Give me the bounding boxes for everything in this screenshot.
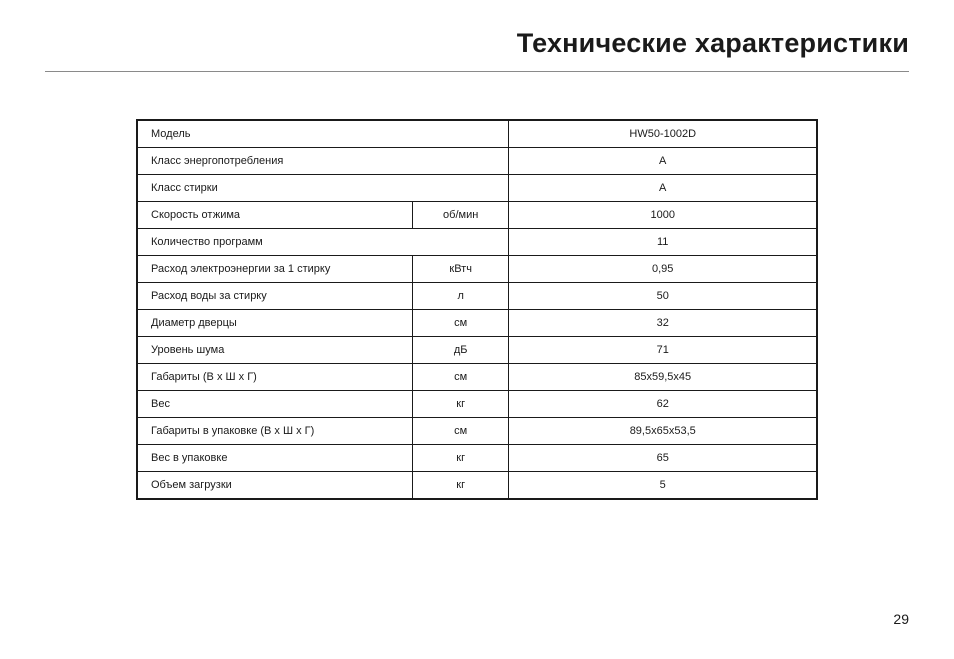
spec-value-cell: 5 [509, 472, 817, 500]
spec-unit-cell: кВтч [412, 256, 509, 283]
spec-unit-cell: см [412, 418, 509, 445]
spec-row [137, 418, 817, 445]
spec-value-cell: 32 [509, 310, 817, 337]
spec-value-cell: HW50-1002D [509, 120, 817, 148]
spec-value-cell: 0,95 [509, 256, 817, 283]
spec-row [137, 229, 817, 256]
spec-row [137, 310, 817, 337]
spec-name-cell: Расход воды за стирку [137, 283, 412, 310]
spec-unit-cell: кг [412, 472, 509, 500]
spec-table [136, 119, 818, 500]
spec-row [137, 202, 817, 229]
spec-name-cell: Класс энергопотребления [137, 148, 509, 175]
spec-value-cell: A [509, 175, 817, 202]
spec-unit-cell: об/мин [412, 202, 509, 229]
spec-value-cell: 85x59,5x45 [509, 364, 817, 391]
spec-row [137, 175, 817, 202]
spec-value-cell: 65 [509, 445, 817, 472]
spec-row [137, 337, 817, 364]
spec-name-cell: Габариты (В х Ш х Г) [137, 364, 412, 391]
spec-table-body [137, 120, 817, 499]
spec-name-cell: Диаметр дверцы [137, 310, 412, 337]
spec-unit-cell: кг [412, 391, 509, 418]
spec-name-cell: Модель [137, 120, 509, 148]
spec-name-cell: Класс стирки [137, 175, 509, 202]
spec-unit-cell: см [412, 310, 509, 337]
spec-value-cell: 62 [509, 391, 817, 418]
spec-unit-cell: кг [412, 445, 509, 472]
spec-value-cell: A [509, 148, 817, 175]
page-number: 29 [893, 611, 909, 627]
spec-value-cell: 11 [509, 229, 817, 256]
spec-name-cell: Объем загрузки [137, 472, 412, 500]
spec-value-cell: 50 [509, 283, 817, 310]
spec-value-cell: 89,5x65x53,5 [509, 418, 817, 445]
spec-name-cell: Скорость отжима [137, 202, 412, 229]
spec-name-cell: Габариты в упаковке (В х Ш х Г) [137, 418, 412, 445]
title-divider [45, 71, 909, 72]
spec-name-cell: Уровень шума [137, 337, 412, 364]
spec-name-cell: Количество программ [137, 229, 509, 256]
spec-row [137, 391, 817, 418]
spec-row [137, 148, 817, 175]
spec-row [137, 120, 817, 148]
page-title: Технические характеристики [516, 28, 909, 58]
spec-unit-cell: дБ [412, 337, 509, 364]
spec-value-cell: 1000 [509, 202, 817, 229]
spec-row [137, 256, 817, 283]
spec-name-cell: Вес в упаковке [137, 445, 412, 472]
spec-name-cell: Расход электроэнергии за 1 стирку [137, 256, 412, 283]
spec-value-cell: 71 [509, 337, 817, 364]
spec-row [137, 364, 817, 391]
spec-row [137, 283, 817, 310]
spec-unit-cell: л [412, 283, 509, 310]
spec-name-cell: Вес [137, 391, 412, 418]
spec-unit-cell: см [412, 364, 509, 391]
spec-row [137, 445, 817, 472]
spec-row [137, 472, 817, 500]
